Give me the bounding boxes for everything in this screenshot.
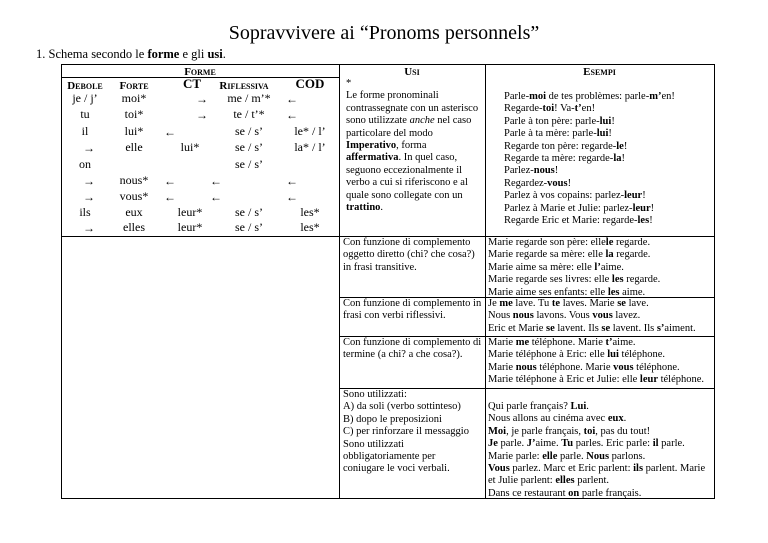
arrow-left-icon: ← [164,190,176,204]
usi-line: Sono utilizzati: [343,389,407,400]
example-text: Parle à ta mère: parle- [504,128,597,140]
example-text: parlent. Marie [643,463,706,475]
example-text: Marie regarde sa mère: elle [488,249,606,261]
pronoun-highlight: l’ [594,261,601,273]
arrow-left-icon: ← [286,108,298,122]
pronoun-highlight: Moi [488,425,507,437]
example-text: ! [567,177,572,189]
usi-text: . In quel caso, seguono eccezionalmente il verbo a cui si riferiscono e al quale sono collegate con un [346,152,468,201]
example-text: en! [581,103,596,115]
rifl-row-3: se / s’ [235,124,263,138]
table-top-border [61,64,715,65]
example-text: Qui parle français? [488,401,571,412]
pronoun-highlight: t’ [574,103,582,115]
example-text: Marie aime sa mère: elle [488,261,595,273]
pronoun-highlight: ils [633,463,644,475]
usi-line: obbligatoriamente per [343,451,436,463]
pronoun-highlight: le [605,237,614,248]
example-text: ! Va- [554,103,575,115]
example-text: Marie regarde ses livres: elle [488,274,612,286]
subtitle-text-mid: e gli [179,47,208,61]
example-line [504,215,714,227]
example-text: regarde. [623,274,661,286]
example-text: lavez. [612,310,641,322]
pronoun-highlight: leur [632,202,651,214]
usi-text: nel caso particolare del modo [346,115,472,139]
example-text: parle. [497,438,527,450]
example-text: . [623,413,627,425]
pronoun-highlight: se [546,322,555,334]
pronoun-highlight: leur [624,190,643,202]
example-text: , pas du tout! [595,425,651,437]
example-line [488,451,714,463]
pronoun-highlight: vous [613,361,634,373]
example-text: Parle à ton père: parle- [504,115,600,127]
forte-row-1: moi* [121,91,147,105]
example-text: Regarde- [504,103,543,115]
esempi-cod [488,237,714,299]
pronoun-highlight: il [652,438,659,450]
usi-line: C) per rinforzare il messaggio [343,426,469,438]
pronoun-highlight: Tu [561,438,574,450]
example-text: Marie [488,361,516,373]
pronoun-highlight: leur [639,374,658,386]
pronoun-highlight: on [568,487,580,499]
example-text: Regarde ta mère: regarde- [504,153,614,165]
forte-row-3: lui* [124,124,144,138]
header-ct: CT [182,76,202,91]
rifl-row-5: se / s’ [235,157,263,171]
example-text: et Julie parlent: [488,475,556,487]
example-text: lave. Tu [512,298,552,309]
example-text: ! [611,115,615,127]
ct-row-8: leur* [177,205,203,219]
example-text: parlent. [574,475,610,487]
pronoun-highlight: s’ [656,322,665,334]
pronoun-highlight: toi [583,425,596,437]
pronoun-highlight: se [601,322,611,334]
cod-row-8: les* [300,205,320,219]
pronoun-highlight: Vous [488,463,510,475]
debole-row-2: tu [80,107,90,121]
usi-imperativo-note [346,78,480,214]
arrow-left-icon: ← [164,125,176,139]
example-text: Marie [488,337,516,348]
forte-row-4: elle [125,140,143,154]
example-text: lavent. Ils [610,322,657,334]
pronoun-highlight: lui [607,349,619,361]
arrow-left-icon: ← [210,190,222,204]
rifl-row-8: se / s’ [235,205,263,219]
pronoun-highlight: la [605,249,614,261]
example-text: Parlez à Marie et Julie: parlez- [504,202,633,214]
example-text: téléphone. [618,349,665,361]
example-line [488,310,714,322]
esempi-riflessivi [488,298,714,335]
example-text: regarde. [613,249,651,261]
example-text: aime. [619,286,646,298]
example-text: , je parle français, [506,425,584,437]
forme-bottom-divider [61,236,339,237]
example-text: parle. [658,438,685,450]
usi-bold: trattino [346,202,381,214]
usi-line: B) dopo le preposizioni [343,413,442,425]
example-text: Marie téléphone à Eric: elle [488,349,608,361]
example-text: ! [621,153,625,165]
pronoun-highlight: Lui [570,401,587,412]
arrow-right-icon: → [83,190,95,204]
example-text: laves. Marie [560,298,618,309]
header-forme: Forme [184,66,216,78]
example-line [488,323,714,335]
arrow-right-icon: → [83,141,95,155]
pronoun-highlight: lui [596,128,609,140]
usi-riflessivi: Con funzione di complemento in frasi con verbi riflessivi. [343,298,482,322]
example-text: regarde. [613,237,651,248]
pronoun-highlight: me [499,298,513,309]
example-line [488,262,714,274]
arrow-left-icon: ← [286,174,298,188]
example-text: lavent. Ils [554,322,602,334]
example-line [488,475,714,487]
example-text: Nous [488,310,513,322]
pronoun-highlight: nous [533,165,555,177]
example-text: Marie téléphone à Eric et Julie: elle [488,374,640,386]
usi-line: A) da soli (verbo sottinteso) [343,401,461,413]
rifl-row-1: me / m’* [227,91,271,105]
pronoun-highlight: la [613,153,622,165]
header-esempi: Esempi [583,66,616,78]
example-line [488,237,714,249]
example-line [488,274,714,286]
forte-row-7: vous* [119,189,149,203]
header-usi: Usi [404,66,420,78]
example-text: téléphone. Marie [536,361,614,373]
example-text: lave. [625,298,649,309]
pronoun-highlight: vous [547,177,568,189]
forte-row-2: toi* [124,107,144,121]
example-line [488,249,714,261]
example-text: Regardez- [504,177,548,189]
example-line [504,153,714,165]
rifl-row-2: te / t’* [233,107,265,121]
usi-cod: Con funzione di complemento oggetto diretto (chi? che cosa?) in frasi transitive. [343,237,475,273]
esempi-imperativo [504,91,714,227]
example-text: ! [623,140,628,152]
example-text: téléphone. Marie [529,337,606,348]
example-text: ! [642,190,646,202]
pronoun-highlight: m’ [649,91,662,102]
pronoun-highlight: Je [488,438,498,450]
example-line [488,438,714,450]
ct-row-9: leur* [177,220,203,234]
debole-row-5: on [79,157,91,171]
debole-row-8: ils [79,205,91,219]
pronoun-highlight: nous [512,310,534,322]
arrow-right-icon: → [196,108,208,122]
pronoun-highlight: lui [599,115,612,127]
esempi-termine [488,337,714,387]
example-text: parles. Eric parle: [573,438,653,450]
example-text: aime. [535,438,562,450]
pronoun-highlight: toi [542,103,555,115]
example-text: aime. [600,261,624,273]
example-text: Eric et Marie [488,322,547,334]
pronoun-highlight: te [551,298,561,309]
header-forte: Forte [119,80,149,92]
example-text: Parlez à vos copains: parlez- [504,190,625,202]
pronoun-highlight: moi [529,91,546,102]
example-line [488,463,714,475]
asterisk-marker: * [346,78,352,89]
example-text: téléphone. [633,361,680,373]
usi-bold: affermativa [346,152,399,164]
page-title: Sopravvivere ai “Pronoms personnels” [228,22,540,44]
cod-row-3: le* / l’ [294,124,326,138]
example-line [504,165,714,177]
header-riflessiva: Riflessiva [219,80,269,92]
pronoun-highlight: elles [555,475,575,487]
example-text: ! [650,202,655,214]
usi-bold: Imperativo [346,140,397,152]
pronoun-highlight: vous [592,310,613,322]
example-line [504,141,714,153]
pronoun-highlight: se [617,298,626,309]
example-line [488,298,714,310]
forte-row-6: nous* [119,173,149,187]
example-line [488,488,714,500]
subtitle [36,47,226,62]
example-line [504,116,714,128]
col-divider-usi-esempi [485,64,486,498]
example-text: Nous allons au cinéma avec [488,413,608,425]
debole-row-1: je / j’ [72,91,98,105]
example-text: Je [488,298,500,309]
example-text: téléphone. [657,374,705,386]
example-text: Regarde Eric et Marie: regarde- [504,215,638,227]
example-line [504,178,714,190]
example-text: Marie aime ses enfants: elle [488,286,608,298]
pronoun-highlight: le [616,140,624,152]
cod-row-4: la* / l’ [294,140,326,154]
ct-row-4: lui* [180,140,200,154]
example-text: de tes problèmes: parle- [546,91,650,102]
arrow-left-icon: ← [210,174,222,188]
usi-text: , forma [396,140,427,152]
esempi-forti-deboli [488,401,714,500]
example-text: . [586,401,589,412]
example-text: parlez. Marc et Eric parlent: [509,463,634,475]
example-text: aiment. [664,322,696,334]
usi-italic: anche [409,115,435,127]
example-line [504,203,714,215]
example-line [488,401,714,413]
example-text: ! [608,128,612,140]
arrow-right-icon: → [196,92,208,106]
example-line [504,190,714,202]
usi-text: . [380,202,384,214]
example-text: Marie regarde son père: elle [488,237,606,248]
example-text: Regarde ton père: regarde- [504,140,617,152]
pronoun-highlight: elle [542,450,558,462]
arrow-left-icon: ← [286,92,298,106]
example-text: parle français. [579,487,642,499]
example-text: Parle- [504,91,530,102]
pronoun-highlight: t’ [605,337,613,348]
example-text: parlons. [609,450,646,462]
subtitle-bold-usi: usi [207,47,223,61]
usi-termine: Con funzione di complemento di termine (a chi? a che cosa?). [343,337,482,361]
col-divider-forme-usi [339,64,340,498]
subtitle-text-end: . [222,47,226,61]
example-text: ! [554,165,559,177]
usi-forti-deboli [343,389,485,476]
forte-row-9: elles [123,220,145,234]
example-line [488,362,714,374]
pronoun-highlight: les [607,286,620,298]
example-line [488,413,714,425]
example-text: en! [661,91,675,102]
example-line [488,349,714,361]
example-line [488,337,714,349]
example-text: lavons. Vous [533,310,593,322]
pronoun-highlight: les [611,274,624,286]
arrow-right-icon: → [83,221,95,235]
example-text: Dans ce restaurant [488,487,569,499]
rifl-row-9: se / s’ [235,220,263,234]
pronoun-highlight: nous [515,361,537,373]
table-right-border [714,64,715,498]
pronoun-highlight: les [637,215,650,227]
example-line [504,91,714,103]
example-text: aime. [612,337,636,348]
example-text: ! [649,215,653,227]
pronoun-highlight: Nous [586,450,610,462]
example-line [504,128,714,140]
subtitle-text: 1. Schema secondo le [36,47,148,61]
arrow-left-icon: ← [286,190,298,204]
subtitle-bold-forme: forme [147,47,180,61]
cod-row-9: les* [300,220,320,234]
example-text: Marie parle: [488,450,543,462]
pronoun-highlight: eux [607,413,624,425]
forte-row-8: eux [125,205,143,219]
pronoun-highlight: me [515,337,530,348]
example-line [488,426,714,438]
example-line [504,103,714,115]
example-text: parle. [557,450,587,462]
header-debole: Debole [67,80,103,92]
arrow-right-icon: → [83,174,95,188]
example-line [488,374,714,386]
usi-line: Sono utilizzati [343,438,404,450]
usi-line: coniugare le voci verbali. [343,463,450,475]
arrow-left-icon: ← [164,174,176,188]
example-text: Parlez- [504,165,534,177]
pronoun-highlight: J’ [526,438,536,450]
usi-text: Le forme pronominali contrassegnate con un asterisco sono utilizzate [346,90,479,127]
rifl-row-4: se / s’ [235,140,263,154]
header-cod: COD [295,76,325,91]
debole-row-3: il [81,124,89,138]
